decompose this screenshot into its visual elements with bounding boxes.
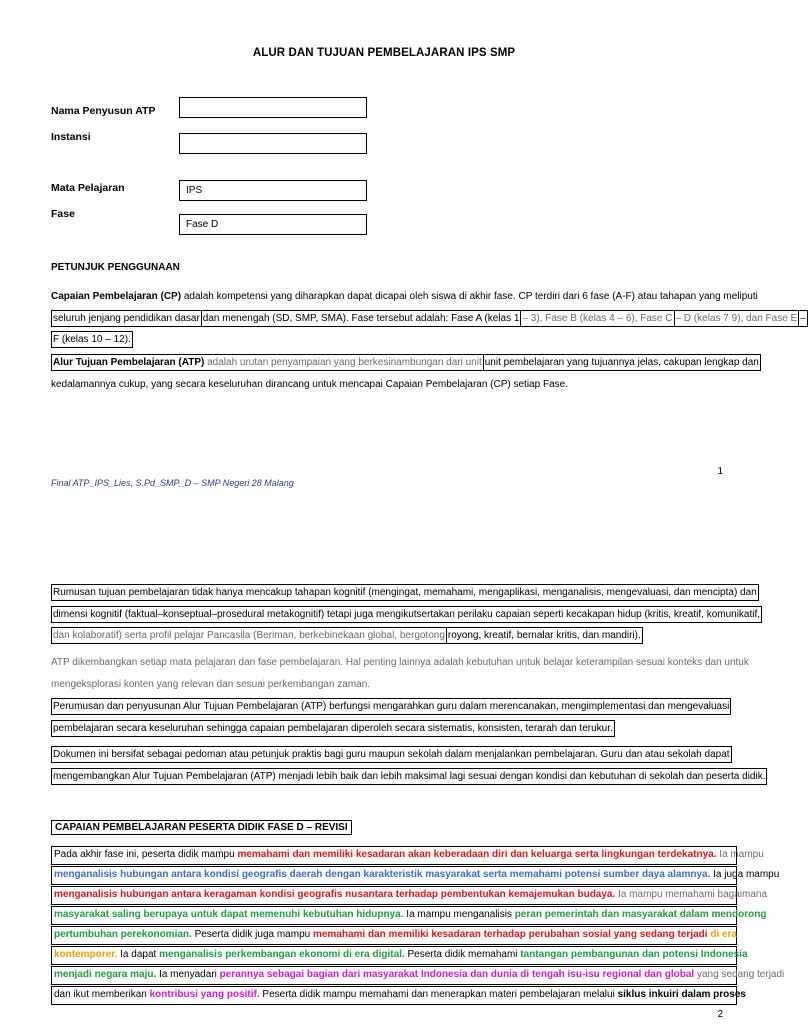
- cp-def-seg-f: F (kelas 10 – 12).: [51, 331, 133, 348]
- cp-def-text: adalah kompetensi yang diharapkan dapat dicapai oleh siswa di akhir fase. CP terdiri dari 6 fase (A-F) atau tahapan yang meliputi: [181, 291, 758, 302]
- rumusan-paragraph: [51, 582, 761, 647]
- penyusun-label: Nama Penyusun ATP: [51, 105, 156, 117]
- cp-def-seg-a: seluruh jenjang pendidikan dasar: [51, 310, 201, 327]
- cp-fase-d-paragraph: [51, 846, 785, 1006]
- cp-def-line-2: [51, 308, 806, 330]
- cp-def-seg-c: – 3), Fase B (kelas 4 – 6), Fase C: [521, 310, 673, 327]
- cp-fase-d-line-6: [51, 946, 748, 965]
- cp-fase-d-segment: peran pemerintah dan masyarakat dalam mendorong: [514, 909, 767, 920]
- fase-field[interactable]: Fase D: [179, 214, 367, 235]
- atp-dev-line-1: ATP dikembangkan setiap mata pelajaran dan fase pembelajaran. Hal penting lainnya adalah kebutuhan untuk belajar keterampilan sesuai konteks dan untuk: [51, 657, 749, 668]
- cp-fase-d-line-2: [51, 866, 780, 885]
- cp-fase-d-segment: tantangan pembangunan dan potensi Indonesia: [520, 949, 748, 960]
- cp-fase-d-segment: memahami dan memiliki kesadaran akan keberadaan diri dan keluarga serta lingkungan terdekatnya.: [237, 849, 717, 860]
- cp-definition-paragraph: [51, 286, 806, 351]
- cp-fase-d-segment: Ia juga mampu: [710, 869, 780, 880]
- cp-fase-d-segment: Pada akhir fase ini, peserta didik mampu: [54, 849, 238, 860]
- perumusan-line-2: pembelajaran secara keseluruhan sehingga capaian pembelajaran diperoleh secara sistematis, konsisten, terarah dan terukur.: [51, 720, 615, 737]
- cp-def-seg-e: –: [799, 310, 808, 327]
- cp-fase-d-line-4: [51, 906, 767, 925]
- rumusan-line-3a: dan kolaboratif) serta profil pelajar Pancasila (Beriman, berkebinekaan global, bergotong: [51, 627, 446, 644]
- cp-def-seg-b: dan menengah (SD, SMP, SMA). Fase tersebut adalah: Fase A (kelas 1: [201, 310, 522, 327]
- cp-def-line-1: [51, 286, 758, 308]
- cp-fase-d-segment: menjadi negara maju.: [54, 969, 157, 980]
- cp-fase-d-segment: memahami dan memiliki kesadaran terhadap perubahan sosial yang sedang terjadi: [312, 929, 708, 940]
- cp-fase-d-segment: perannya sebagai bagian dari masyarakat Indonesia dan dunia di tengah isu-isu regional dan global: [219, 969, 695, 980]
- cp-fase-d-segment: dan ikut memberikan: [54, 989, 150, 1000]
- cp-fase-d-segment: Peserta didik juga mampu: [191, 929, 313, 940]
- cp-fase-d-segment: Ia menyadari: [156, 969, 220, 980]
- dokumen-line-2: mengembangkan Alur Tujuan Pembelajaran (ATP) menjadi lebih baik dan lebih maksimal lagi sesuai dengan kondisi dan kebutuhan di sekolah dan peserta didik.: [51, 768, 767, 785]
- page-number-1: 1: [717, 466, 723, 477]
- cp-fase-d-segment: Ia mampu menganalisis: [403, 909, 515, 920]
- atp-dev-paragraph: [51, 652, 749, 695]
- instansi-label: Instansi: [51, 131, 91, 143]
- atp-dev-line-2: mengeksplorasi konten yang relevan dan sesuai perkembangan zaman.: [51, 678, 371, 690]
- rumusan-line-1: Rumusan tujuan pembelajaran tidak hanya mencakup tahapan kognitif (mengingat, memahami, mengaplikasi, menganalisis, mengevaluasi, dan mencipta) dan: [51, 584, 759, 601]
- page-number-2: 2: [717, 1009, 723, 1020]
- atp-term: Alur Tujuan Pembelajaran (ATP): [53, 357, 205, 368]
- dokumen-line-1: Dokumen ini bersifat sebagai pedoman atau petunjuk praktis bagi guru maupun sekolah dalam menjalankan pembelajaran. Guru dan atau sekolah dapat: [51, 746, 732, 763]
- cp-fase-d-segment: menganalisis hubungan antara kondisi geografis daerah dengan karakteristik masyarakat serta memahami potensi sumber daya alamnya.: [54, 869, 711, 880]
- instansi-field[interactable]: [179, 133, 367, 154]
- cp-fase-d-segment: di era: [707, 929, 738, 940]
- rumusan-line-2: dimensi kognitif (faktual–konseptual–prosedural metakognitif) tetapi juga mengikutsertakan perilaku capaian seperti kecakapan hidup (kritis, kreatif, komunikatif,: [51, 606, 762, 623]
- cp-fase-d-segment: Ia mampu memahami bagaimana: [615, 889, 768, 900]
- cp-fase-d-line-8: [51, 986, 746, 1005]
- footer-note: Final ATP_IPS_Lies, S.Pd_SMP_D – SMP Negeri 28 Malang: [51, 478, 294, 488]
- petunjuk-heading: PETUNJUK PENGGUNAAN: [51, 262, 180, 273]
- page-2: [0, 500, 785, 1024]
- atp-definition-paragraph: [51, 352, 759, 395]
- dokumen-paragraph: [51, 744, 766, 787]
- cp-fase-d-segment: yang sedang terjadi: [694, 969, 785, 980]
- perumusan-paragraph: [51, 696, 737, 739]
- fase-label: Fase: [51, 208, 75, 220]
- cp-fase-d-line-7: [51, 966, 785, 985]
- cp-fase-d-line-1: [51, 846, 764, 865]
- cp-fase-d-segment: kontribusi yang positif.: [149, 989, 260, 1000]
- atp-def-line-2: kedalamannya cukup, yang secara keseluruhan dirancang untuk mencapai Capaian Pembelajaran (CP) setiap Fase.: [51, 378, 568, 390]
- penyusun-field[interactable]: [179, 97, 367, 118]
- atp-def-line-1: [51, 352, 759, 374]
- atp-def-rest: unit pembelajaran yang tujuannya jelas, cakupan lengkap dan: [483, 354, 761, 371]
- cp-fase-d-segment: menganalisis hubungan antara keragaman kondisi geografis nusantara terhadap pembentukan kemajemukan budaya.: [54, 889, 616, 900]
- cp-term: Capaian Pembelajaran (CP): [51, 291, 182, 302]
- perumusan-line-1: Perumusan dan penyusunan Alur Tujuan Pembelajaran (ATP) berfungsi mengarahkan guru dalam merencanakan, mengimplementasi dan mengevaluasi: [51, 698, 731, 715]
- cp-def-line-3: [51, 329, 737, 351]
- page-1: [0, 0, 806, 500]
- cp-fase-d-segment: masyarakat saling berupaya untuk dapat memenuhi kebutuhan hidupnya.: [54, 909, 404, 920]
- atp-def-gray: adalah urutan penyampaian yang berkesinambungan dari unit: [204, 357, 482, 368]
- cp-fase-d-segment: menganalisis perkembangan ekonomi di era digital.: [159, 949, 405, 960]
- cp-fase-d-segment: kontemporer.: [54, 949, 118, 960]
- cp-fase-d-segment: Ia dapat: [117, 949, 160, 960]
- cp-fase-d-segment: Ia mampu: [716, 849, 764, 860]
- cp-fase-d-segment: siklus inkuiri dalam proses: [617, 989, 746, 1000]
- cp-def-seg-d: – D (kelas 7 9), dan Fase E: [674, 310, 800, 327]
- cp-fase-d-line-5: [51, 926, 737, 945]
- document-title: ALUR DAN TUJUAN PEMBELAJARAN IPS SMP: [252, 47, 516, 59]
- mapel-label: Mata Pelajaran: [51, 182, 125, 194]
- cp-fase-d-heading: CAPAIAN PEMBELAJARAN PESERTA DIDIK FASE D – REVISI: [51, 820, 352, 835]
- cp-fase-d-segment: pertumbuhan perekonomian.: [54, 929, 192, 940]
- cp-fase-d-line-3: [51, 886, 768, 905]
- mapel-field[interactable]: IPS: [179, 180, 367, 201]
- cp-fase-d-segment: Peserta didik mampu memahami dan menerapkan materi pembelajaran melalui: [259, 989, 618, 1000]
- cp-fase-d-segment: Peserta didik memahami: [404, 949, 521, 960]
- rumusan-line-3b: royong, kreatif, bernalar kritis, dan mandiri).: [446, 627, 643, 644]
